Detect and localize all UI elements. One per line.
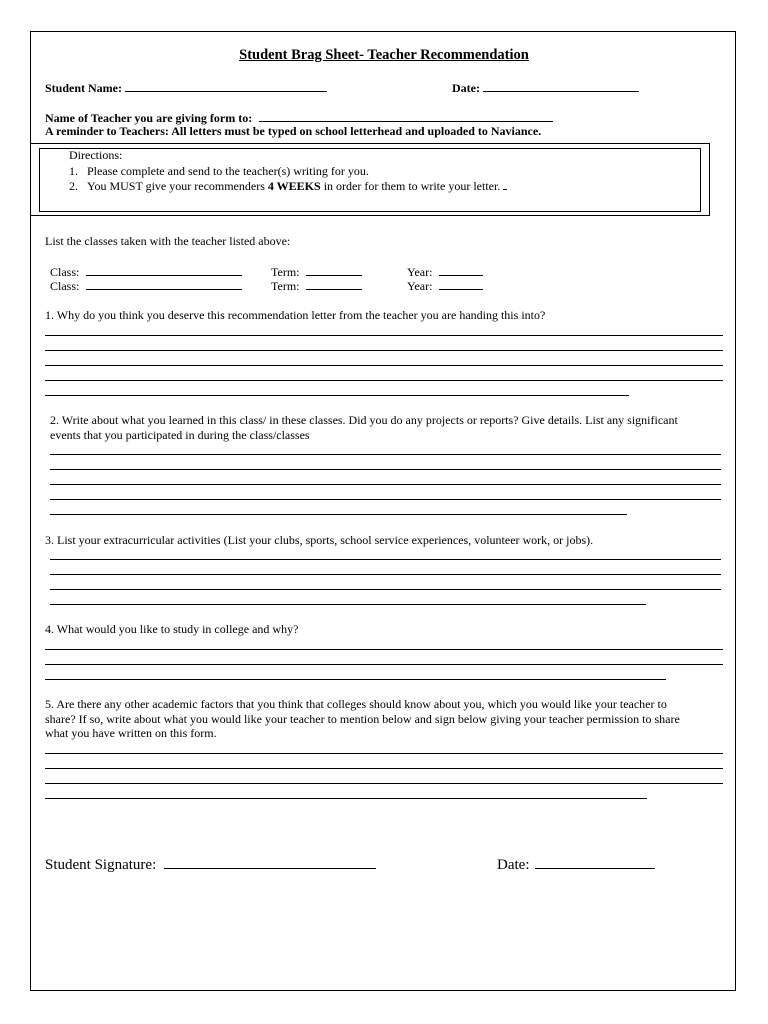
class-field-1[interactable] [86, 264, 242, 276]
teacher-reminder: A reminder to Teachers: All letters must be typed on school letterhead and uploaded to Naviance. [45, 124, 542, 138]
directions-item-2-emphasis: 4 WEEKS [267, 179, 321, 193]
class-row-2-year [407, 278, 483, 294]
answer-line[interactable] [45, 380, 723, 381]
directions-item-2-text-pre: You MUST give your recommenders [87, 179, 268, 193]
term-label: Term: [271, 265, 300, 279]
signature-date-row [497, 855, 655, 874]
answer-line[interactable] [50, 499, 721, 500]
answer-line[interactable] [45, 798, 647, 799]
year-label: Year: [407, 279, 433, 293]
answer-line[interactable] [45, 753, 723, 754]
term-label: Term: [271, 279, 300, 293]
answer-line[interactable] [50, 484, 721, 485]
year-label: Year: [407, 265, 433, 279]
date-row [452, 80, 639, 96]
date-field[interactable] [483, 80, 639, 92]
answer-line[interactable] [50, 469, 721, 470]
question-2-line-1: 2. Write about what you learned in this class/ in these classes. Did you do any projects or reports? Give details. List any significant [50, 413, 678, 427]
answer-line[interactable] [50, 589, 721, 590]
answer-line[interactable] [45, 365, 723, 366]
question-1: 1. Why do you think you deserve this recommendation letter from the teacher you are handing this into? [45, 308, 546, 322]
teacher-name-label: Name of Teacher you are giving form to: [45, 111, 253, 125]
answer-line[interactable] [50, 574, 721, 575]
student-name-label: Student Name: [45, 81, 122, 95]
signature-date-label: Date: [497, 857, 530, 873]
answer-line[interactable] [45, 350, 723, 351]
student-name-row [45, 80, 327, 96]
class-row-2-term [271, 278, 362, 294]
year-field-1[interactable] [439, 264, 483, 276]
answer-line[interactable] [50, 559, 721, 560]
answer-line[interactable] [50, 514, 627, 515]
question-5-line-1: 5. Are there any other academic factors that you think that colleges should know about you, which you would like your teacher to [45, 697, 667, 711]
page-title: Student Brag Sheet- Teacher Recommendation [239, 47, 529, 63]
term-field-2[interactable] [306, 278, 362, 290]
directions-item-2-number: 2. [69, 179, 78, 193]
question-3: 3. List your extracurricular activities (List your clubs, sports, school service experiences, volunteer work, or jobs). [45, 533, 594, 547]
directions-item-1-number: 1. [69, 164, 78, 178]
class-row-2-class [50, 278, 242, 294]
classes-intro: List the classes taken with the teacher listed above: [45, 234, 291, 248]
answer-line[interactable] [50, 454, 721, 455]
answer-line[interactable] [45, 395, 629, 396]
directions-item-2 [69, 178, 507, 194]
answer-line[interactable] [50, 604, 646, 605]
answer-line[interactable] [45, 664, 723, 665]
term-field-1[interactable] [306, 264, 362, 276]
student-signature-field[interactable] [164, 855, 376, 869]
directions-item-2-trailing-underline [503, 178, 507, 190]
answer-line[interactable] [45, 679, 666, 680]
student-signature-row [45, 855, 376, 874]
class-label: Class: [50, 265, 80, 279]
year-field-2[interactable] [439, 278, 483, 290]
signature-date-field[interactable] [535, 855, 655, 869]
question-5-line-2: share? If so, write about what you would like your teacher to mention below and sign below giving your teacher permission to share [45, 712, 680, 726]
date-label: Date: [452, 81, 480, 95]
student-name-field[interactable] [125, 80, 327, 92]
student-signature-label: Student Signature: [45, 857, 157, 873]
answer-line[interactable] [45, 335, 723, 336]
question-4: 4. What would you like to study in college and why? [45, 622, 299, 636]
answer-line[interactable] [45, 783, 723, 784]
directions-item-2-text-post: in order for them to write your letter. [320, 179, 501, 193]
answer-line[interactable] [45, 649, 723, 650]
question-5-line-3: what you have written on this form. [45, 726, 217, 740]
answer-line[interactable] [45, 768, 723, 769]
directions-label: Directions: [69, 148, 123, 162]
directions-item-1-text: Please complete and send to the teacher(s) writing for you. [87, 164, 369, 178]
directions-item-1 [69, 164, 369, 179]
teacher-name-field[interactable] [259, 110, 553, 122]
class-label: Class: [50, 279, 80, 293]
class-field-2[interactable] [86, 278, 242, 290]
question-2-line-2: events that you participated in during the class/classes [50, 428, 310, 442]
